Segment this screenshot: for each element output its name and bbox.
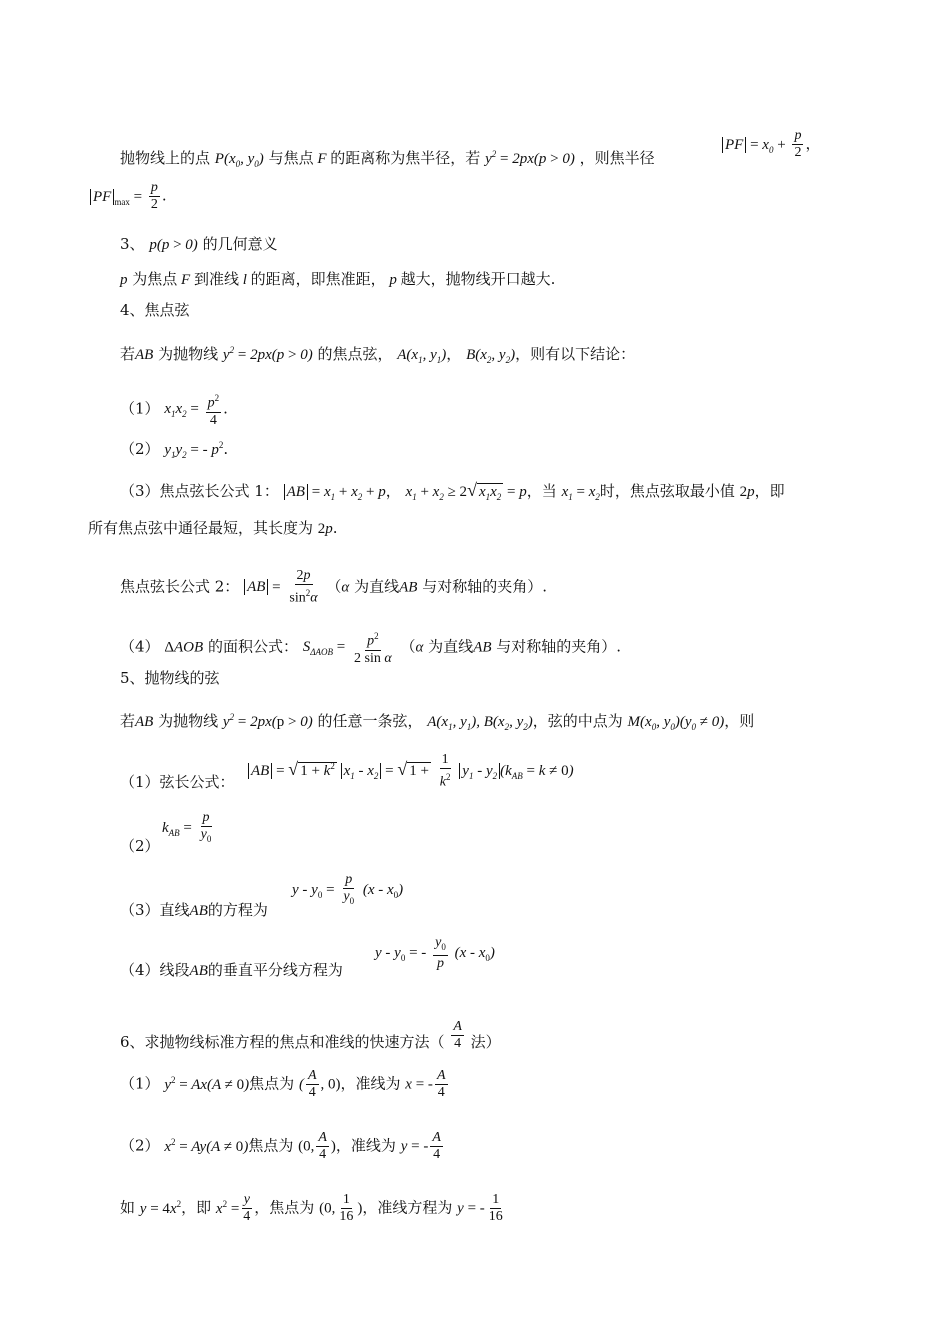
formula: $y^2 = 2px(p > 0)$	[485, 149, 575, 167]
rule-1: （1） $y^2 = Ax(A \ne 0)$焦点为 ( $\frac{A}{4}$ , 0)，准线为 x = - $\frac{A}{4}$	[120, 1068, 446, 1100]
conclusion-1: （1） $x_1x_2$ = $\frac{p^2}{4}$ .	[120, 390, 228, 429]
line-ab-label: （3）直线AB的方程为	[120, 901, 268, 919]
formula: PF $_{max}$ = $\frac{p}{2}$ .	[90, 180, 167, 213]
rule-2: （2） $x^2 = Ay(A \ne 0)$焦点为 (0, $\frac{A}{4}$ )，准线为 y = - $\frac{A}{4}$	[120, 1130, 441, 1162]
conclusion-3-cont: 所有焦点弦中通径最短，其长度为 2p.	[88, 519, 338, 537]
formula: $P(x_0$, $y_0$)	[214, 151, 264, 169]
section-5-title: 5、抛物线的弦	[120, 669, 220, 687]
conclusion-2: （2） $y_1y_2$ = - $p^2$.	[120, 440, 229, 460]
slope-label: （2）	[120, 837, 160, 855]
section-3-text: p 为焦点 F 到准线 l 的距离，即焦准距， p 越大，抛物线开口越大.	[120, 270, 556, 288]
section-3-title: 3、 p(p > 0) 的几何意义	[120, 235, 278, 253]
section-6-title: 6、求抛物线标准方程的焦点和准线的快速方法（ $\frac{A}{4}$ 法）	[120, 1019, 501, 1051]
chord-length-formula: AB = √ $1 + k^2$ $x_1 - x_2$ = √ 1 + $\frac{1}{k^2}$ $y_1 - y_2$ $(k_{AB} = k \ne 0)$	[248, 752, 574, 791]
focal-chord-formula-2: 焦点弦长公式 2： AB = $\frac{2p}{\sin^2\alpha}$ （α 为直线AB 与对称轴的夹角）.	[120, 568, 547, 606]
example: 如 $y = 4x^2$，即 $x^2$ = $\frac{y}{4}$ ，焦点为 (0, $\frac{1}{16}$ )，准线方程为 y = - $\frac{1}{16}$	[120, 1192, 503, 1224]
section-5-intro: 若AB 为抛物线 $y^2 = 2px(p > 0)$ 的任意一条弦， $A(x_1$, $y_1$), $B(x_2$, $y_2$)，弦的中点为 $M(x_0$, $y_0)(y_0 \ne 0)$，则	[120, 712, 755, 732]
focal-radius-line: 抛物线上的点 $P(x_0$, $y_0$) 与焦点 F 的距离称为焦半径，若 $y^2 = 2px(p > 0)$ ，则焦半径	[120, 149, 655, 169]
section-4-title: 4、焦点弦	[120, 301, 190, 319]
conclusion-4: （4） ΔAOB 的面积公式： $S_{\Delta AOB}$ = $\frac{p^2}{\text{2 sin α}}$ （α 为直线AB 与对称轴的夹角）.	[120, 628, 621, 667]
section-4-intro: 若AB 为抛物线 $y^2 = 2px(p > 0)$ 的焦点弦， $A(x_1$, $y_1$)， $B(x_2$, $y_2$)，则有以下结论：	[120, 345, 636, 365]
slope-formula: $k_{AB}$ = $\frac{p}{y_0}$	[162, 810, 212, 844]
conclusion-3: （3）焦点弦长公式 1： AB = $x_1 + x_2 + p$， $x_1 + x_2 \ge 2√$ $x_1x_2 = p$，当 $x_1 = x_2$时，焦点弦取最小值 2p，即	[120, 480, 785, 502]
perp-bisector-label: （4）线段AB的垂直平分线方程为	[120, 961, 343, 979]
chord-length-label: （1）弦长公式：	[120, 773, 235, 791]
line-ab-formula: y - $y_0$ = $\frac{p}{y_0}$ $(x - x_0)$	[292, 872, 404, 906]
perp-bisector-formula: y - $y_0$ = - $\frac{y_0}{p}$ $(x - x_0)$	[375, 935, 495, 971]
formula: PF = $x_0$ + $\frac{p}{2}$ ，	[722, 128, 820, 161]
